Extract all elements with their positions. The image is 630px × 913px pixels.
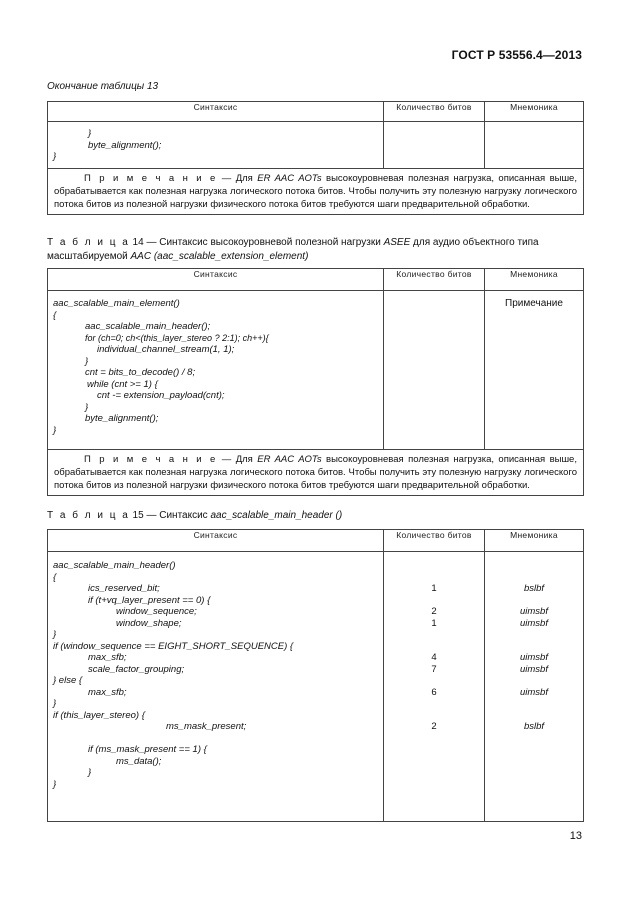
code-line: window_sequence; xyxy=(116,606,197,617)
code-cell xyxy=(48,291,384,450)
code-line: if (this_layer_stereo) { xyxy=(53,709,145,721)
bits-value xyxy=(384,595,484,607)
bits-value xyxy=(384,733,484,745)
note-term: ER AAC AOTs xyxy=(257,173,322,184)
caption-function: AAC (aac_scalable_extension_element) xyxy=(130,251,309,262)
code-line: if (t+vq_layer_present == 0) { xyxy=(88,594,211,606)
col-header-mnemonic: Мнемоника xyxy=(485,530,584,552)
bits-cell xyxy=(384,122,485,169)
code-line: max_sfb; xyxy=(88,652,127,663)
mnemonic-value: uimsbf xyxy=(520,652,548,663)
mnemonic-cell xyxy=(485,122,584,169)
code-line: ms_mask_present; xyxy=(166,721,247,732)
code-line: cnt = bits_to_decode() / 8; xyxy=(85,367,196,378)
mnemonic-value xyxy=(485,560,583,572)
code-line: } else { xyxy=(53,675,83,686)
bits-value xyxy=(384,744,484,756)
code-line: aac_scalable_main_header(); xyxy=(85,321,211,332)
table13-caption: Окончание таблицы 13 xyxy=(47,81,159,92)
code-line: } xyxy=(85,355,89,367)
bits-value xyxy=(384,641,484,653)
bits-value: 7 xyxy=(431,663,437,675)
code-line: { xyxy=(53,571,57,583)
code-line: cnt -= extension_payload(cnt); xyxy=(97,390,225,401)
table15-caption xyxy=(47,509,342,523)
col-header-bits: Количество битов xyxy=(384,102,485,122)
bits-cell xyxy=(384,552,485,822)
mnemonic-value xyxy=(485,767,583,779)
bits-value: 4 xyxy=(431,652,437,663)
code-line: } xyxy=(53,778,57,790)
code-line: if (ms_mask_present == 1) { xyxy=(88,744,207,755)
page-number: 13 xyxy=(569,830,582,842)
bits-value xyxy=(384,767,484,779)
mnemonic-value xyxy=(485,698,583,710)
note-prefix: — Для xyxy=(217,173,258,184)
code-line: } xyxy=(53,698,57,709)
col-header-bits: Количество битов xyxy=(384,269,485,291)
note-label: П р и м е ч а н и е xyxy=(84,454,218,465)
mnemonic-value: bslbf xyxy=(523,583,545,594)
mnemonic-value xyxy=(485,710,583,722)
mnemonic-value xyxy=(485,756,583,768)
note-term: ER AAC AOTs xyxy=(257,454,322,465)
bits-value xyxy=(384,756,484,768)
code-line: ms_data(); xyxy=(116,755,162,767)
code-cell xyxy=(48,122,384,169)
note-label: П р и м е ч а н и е xyxy=(84,173,218,184)
mnemonic-value: uimsbf xyxy=(520,606,548,617)
table13-note xyxy=(48,169,584,215)
code-cell xyxy=(48,552,384,822)
caption-text: для аудио объектного типа масштабируемой xyxy=(47,237,539,262)
table14-note xyxy=(48,450,584,496)
mnemonic-value: bslbf xyxy=(523,721,545,732)
note-text: высокоуровневая полезная нагрузка, описанная выше, обрабатывается как полезная нагрузка логического потока битов. Чтобы получить эту полезную нагрузку логического потока битов из полезной нагрузки физического потока битов требуются шаги предварительной обработки. xyxy=(54,454,577,491)
caption-label: Т а б л и ц а xyxy=(47,237,130,248)
code-line: aac_scalable_main_header() xyxy=(53,560,176,571)
bits-value: 6 xyxy=(431,686,437,698)
mnemonic-value: uimsbf xyxy=(520,663,548,675)
mnemonic-value xyxy=(485,572,583,584)
bits-value xyxy=(384,698,484,710)
code-line: max_sfb; xyxy=(88,686,127,698)
mnemonic-value xyxy=(485,675,583,687)
bits-value xyxy=(384,710,484,722)
mnemonic-value: uimsbf xyxy=(520,617,548,629)
code-line: } xyxy=(53,424,57,436)
code-line: byte_alignment(); xyxy=(88,139,162,151)
caption-number: 14 — Синтаксис высокоуровневой полезной нагрузки xyxy=(129,237,384,248)
code-line xyxy=(48,733,383,745)
mnemonic-value xyxy=(485,733,583,745)
code-line: for (ch=0; ch<(this_layer_stereo ? 2:1); ch++){ xyxy=(85,332,269,343)
col-header-bits: Количество битов xyxy=(384,530,485,552)
code-line: byte_alignment(); xyxy=(85,413,159,424)
col-header-mnemonic: Мнемоника xyxy=(485,269,584,291)
document-header-standard: ГОСТ Р 53556.4—2013 xyxy=(451,48,582,62)
mnemonic-cell xyxy=(485,552,584,822)
bits-cell xyxy=(384,291,485,450)
note-prefix: — Для xyxy=(217,454,258,465)
code-line: ics_reserved_bit; xyxy=(88,583,160,594)
table13-end xyxy=(47,101,584,215)
code-line: window_shape; xyxy=(116,617,182,629)
mnemonic-value xyxy=(485,595,583,607)
mnemonic-value xyxy=(485,744,583,756)
table15 xyxy=(47,529,584,822)
bits-value: 1 xyxy=(431,583,437,594)
mnemonic-value xyxy=(485,641,583,653)
code-line: while (cnt >= 1) { xyxy=(87,378,158,390)
code-line: { xyxy=(53,309,57,321)
bits-value xyxy=(384,779,484,791)
col-header-syntax: Синтаксис xyxy=(48,102,384,122)
table14 xyxy=(47,268,584,496)
code-line: } xyxy=(88,128,92,139)
code-line: } xyxy=(88,767,92,778)
code-line: } xyxy=(85,401,89,413)
mnemonic-cell: Примечание xyxy=(485,291,584,450)
bits-value: 2 xyxy=(431,721,437,732)
code-line: aac_scalable_main_element() xyxy=(53,298,180,309)
caption-term: ASEE xyxy=(383,237,411,248)
bits-value: 1 xyxy=(431,617,437,629)
bits-value xyxy=(384,675,484,687)
bits-value xyxy=(384,629,484,641)
code-line: if (window_sequence == EIGHT_SHORT_SEQUENCE) { xyxy=(53,640,294,652)
bits-value: 2 xyxy=(431,606,437,617)
col-header-syntax: Синтаксис xyxy=(48,530,384,552)
note-text: высокоуровневая полезная нагрузка, описанная выше, обрабатывается как полезная нагрузка логического потока битов. Чтобы получить эту полезную нагрузку логического потока битов из полезной нагрузки физического потока битов требуются шаги предварительной обработки. xyxy=(54,173,577,210)
code-line: } xyxy=(53,151,57,162)
caption-number: 15 — Синтаксис xyxy=(129,510,211,521)
code-line: individual_channel_stream(1, 1); xyxy=(97,344,235,355)
mnemonic-value xyxy=(485,629,583,641)
mnemonic-value xyxy=(485,779,583,791)
col-header-mnemonic: Мнемоника xyxy=(485,102,584,122)
code-line: } xyxy=(53,629,57,640)
bits-value xyxy=(384,572,484,584)
bits-value xyxy=(384,560,484,572)
col-header-syntax: Синтаксис xyxy=(48,269,384,291)
code-line: scale_factor_grouping; xyxy=(88,663,185,675)
mnemonic-value: uimsbf xyxy=(520,686,548,698)
table14-caption xyxy=(47,236,583,264)
caption-function: aac_scalable_main_header () xyxy=(210,510,343,521)
caption-label: Т а б л и ц а xyxy=(47,510,130,521)
